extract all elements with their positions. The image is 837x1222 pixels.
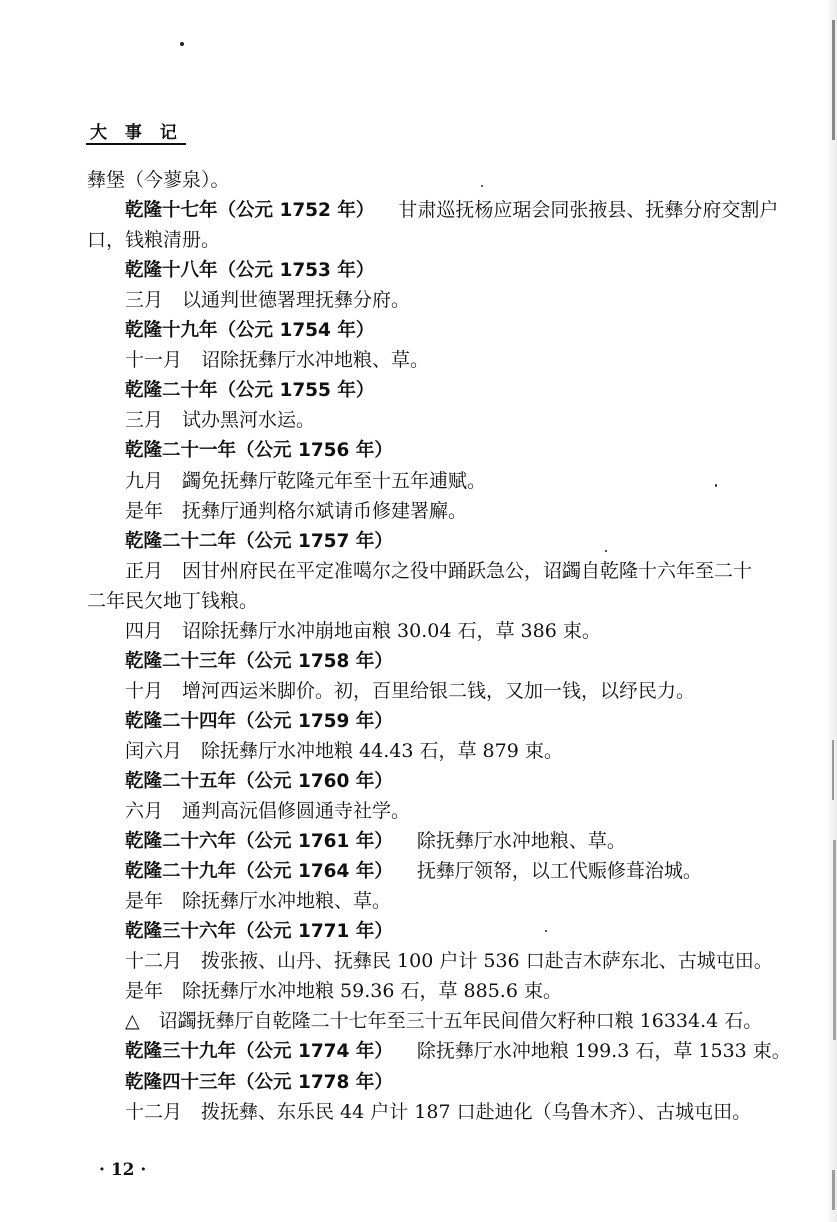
entry-text: 是年 除抚彝厅水冲地粮 59.36 石，草 885.6 束。 xyxy=(125,980,562,1003)
text-line xyxy=(0,979,837,1003)
year-entry xyxy=(0,378,837,403)
year-heading: 乾隆二十年（公元 1755 年） xyxy=(125,380,375,402)
text-line xyxy=(0,288,837,312)
scan-edge-mark xyxy=(832,740,834,800)
scan-edge-mark xyxy=(832,20,835,140)
year-entry xyxy=(0,1039,837,1064)
text-line xyxy=(0,348,837,372)
entry-text: △ 诏蠲抚彝厅自乾隆二十七年至三十五年民间借欠籽种口粮 16334.4 石。 xyxy=(125,1010,763,1033)
year-entry xyxy=(0,769,837,794)
text-line xyxy=(0,499,837,523)
entry-text: 二年民欠地丁钱粮。 xyxy=(87,589,259,612)
year-entry xyxy=(0,1070,837,1095)
text-line xyxy=(0,889,837,913)
entry-text: 抚彝厅领帑，以工代赈修葺治城。 xyxy=(416,860,702,883)
year-heading: 乾隆二十二年（公元 1757 年） xyxy=(125,530,393,552)
year-entry xyxy=(0,529,837,554)
entry-text: 甘肃巡抚杨应琚会同张掖县、抚彝分府交割户 xyxy=(398,199,779,222)
year-heading: 乾隆十七年（公元 1752 年） xyxy=(125,200,375,222)
year-entry xyxy=(0,919,837,944)
entry-text: 四月 诏除抚彝厅水冲崩地亩粮 30.04 石，草 386 束。 xyxy=(125,619,601,642)
text-line xyxy=(0,739,837,763)
year-heading: 乾隆二十一年（公元 1756 年） xyxy=(125,440,393,462)
text-line xyxy=(0,168,837,192)
year-heading: 乾隆十八年（公元 1753 年） xyxy=(125,260,375,282)
year-entry xyxy=(0,198,837,223)
scan-edge-mark xyxy=(833,840,836,1040)
text-line xyxy=(0,589,837,613)
year-heading: 乾隆二十九年（公元 1764 年） xyxy=(125,861,393,883)
text-line xyxy=(0,408,837,432)
year-entry xyxy=(0,318,837,343)
text-line xyxy=(0,559,837,583)
entry-text: 是年 除抚彝厅水冲地粮、草。 xyxy=(125,890,392,913)
entry-text: 十一月 诏除抚彝厅水冲地粮、草。 xyxy=(125,349,430,372)
page-number: · 12 · xyxy=(99,1160,147,1180)
scan-speck xyxy=(545,930,547,932)
year-entry xyxy=(0,438,837,463)
entry-text: 闰六月 除抚彝厅水冲地粮 44.43 石，草 879 束。 xyxy=(125,739,563,762)
year-heading: 乾隆四十三年（公元 1778 年） xyxy=(125,1071,393,1093)
entry-text: 九月 蠲免抚彝厅乾隆元年至十五年逋赋。 xyxy=(125,469,487,492)
text-line xyxy=(0,799,837,823)
year-entry xyxy=(0,258,837,283)
header-rule xyxy=(86,143,186,145)
year-heading: 乾隆二十四年（公元 1759 年） xyxy=(125,710,393,732)
section-title: 大 事 记 xyxy=(90,123,183,143)
entry-text: 彝堡（今蓼泉）。 xyxy=(87,169,230,191)
text-line xyxy=(0,679,837,703)
entry-text: 十二月 拨抚彝、东乐民 44 户计 187 口赴迪化（乌鲁木齐）、古城屯田。 xyxy=(125,1100,752,1123)
entry-text: 是年 抚彝厅通判格尔斌请币修建署廨。 xyxy=(125,499,468,522)
scan-speck xyxy=(715,484,717,487)
scan-speck xyxy=(180,42,184,46)
year-heading: 乾隆十九年（公元 1754 年） xyxy=(125,320,375,342)
entry-text: 除抚彝厅水冲地粮、草。 xyxy=(416,830,626,853)
year-heading: 乾隆三十六年（公元 1771 年） xyxy=(125,921,393,943)
entry-text: 三月 试办黑河水运。 xyxy=(125,409,316,432)
year-entry xyxy=(0,649,837,674)
text-line xyxy=(0,949,837,973)
entry-text: 十月 增河西运米脚价。初，百里给银二钱，又加一钱，以纾民力。 xyxy=(125,679,696,702)
year-entry xyxy=(0,709,837,734)
entry-text: 三月 以通判世德署理抚彝分府。 xyxy=(125,289,411,312)
scan-speck xyxy=(605,550,607,552)
entry-text: 十二月 拨张掖、山丹、抚彝民 100 户计 536 口赴吉木萨东北、古城屯田。 xyxy=(125,950,773,973)
text-line xyxy=(0,1009,837,1033)
text-line xyxy=(0,469,837,493)
entry-text: 正月 因甘州府民在平定准噶尔之役中踊跃急公，诏蠲自乾隆十六年至二十 xyxy=(125,559,753,582)
text-line xyxy=(0,619,837,643)
year-entry xyxy=(0,859,837,884)
scan-speck xyxy=(481,185,483,187)
scan-edge-mark xyxy=(832,1170,835,1210)
text-line xyxy=(0,228,837,252)
entry-text: 除抚彝厅水冲地粮 199.3 石，草 1533 束。 xyxy=(416,1040,791,1063)
year-entry xyxy=(0,829,837,854)
text-line xyxy=(0,1100,837,1124)
year-heading: 乾隆二十三年（公元 1758 年） xyxy=(125,650,393,672)
entry-text: 六月 通判高沅倡修圆通寺社学。 xyxy=(125,800,411,823)
year-heading: 乾隆二十六年（公元 1761 年） xyxy=(125,831,393,853)
year-heading: 乾隆三十九年（公元 1774 年） xyxy=(125,1041,393,1063)
year-heading: 乾隆二十五年（公元 1760 年） xyxy=(125,771,393,792)
entry-text: 口，钱粮清册。 xyxy=(87,229,221,252)
